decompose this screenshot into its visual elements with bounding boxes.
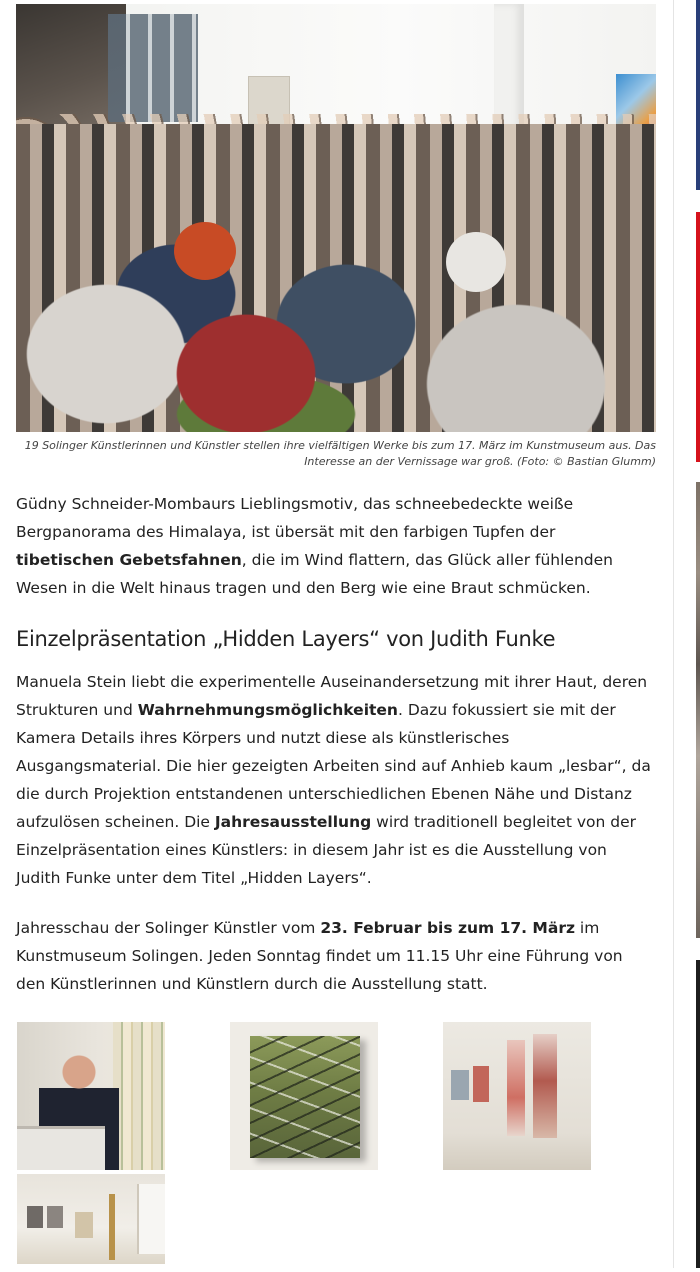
paragraph-1-bold: tibetischen Gebetsfahnen — [16, 551, 242, 569]
paragraph-2-text-c: wird traditionell begleitet von der Einzelpräsentation eines Künstlers: in diesem Jahr ist es die Ausstellung von Judith Funke unter dem Titel „Hidden Layers“. — [16, 813, 636, 887]
paragraph-1-text-b: , die im Wind flattern, das Glück aller fühlenden Wesen in die Welt hinaus tragen und den Berg wie eine Braut schmücken. — [16, 551, 613, 597]
paragraph-1 — [16, 490, 656, 602]
paragraph-3-text-a: Jahresschau der Solinger Künstler vom — [16, 919, 321, 937]
article — [16, 0, 656, 1272]
gallery-thumb-exhibition-wall[interactable] — [443, 1022, 591, 1170]
paragraph-3-bold: 23. Februar bis zum 17. März — [320, 919, 575, 937]
sidebar-banner-dark[interactable] — [696, 960, 700, 1268]
thumb-room-work-3 — [75, 1212, 93, 1238]
paragraph-2-text-a: Manuela Stein liebt die experimentelle Auseinandersetzung mit ihrer Haut, deren Strukturen und — [16, 673, 648, 719]
thumb-banner-2 — [533, 1034, 557, 1138]
gallery-thumb-painting[interactable] — [230, 1022, 378, 1170]
gallery-thumb-gallery-room[interactable] — [17, 1174, 165, 1264]
thumb-painting — [250, 1036, 360, 1158]
thumb-banner-1 — [507, 1040, 525, 1136]
thumb-small-work-2 — [473, 1066, 489, 1102]
paragraph-3-text-b: im Kunstmuseum Solingen. Jeden Sonntag findet um 11.15 Uhr eine Führung von den Künstlerinnen und Künstlern durch die Ausstellung statt. — [16, 919, 623, 993]
sidebar-banner-red[interactable] — [696, 212, 700, 462]
thumb-room-work-2 — [47, 1206, 63, 1228]
paragraph-2-bold-b: Jahresausstellung — [214, 813, 372, 831]
right-sidebar — [673, 0, 700, 1268]
thumb-lectern — [17, 1126, 105, 1170]
paragraph-2-text-b: . Dazu fokussiert sie mit der Kamera Details ihres Körpers und nutzt diese als künstlerisches Ausgangsmaterial. Die hier gezeigten Arbeiten sind auf Anhieb kaum „lesbar“, da die durch Projektion entstandenen unterschiedlichen Ebenen Nähe und Distanz aufzulösen scheinen. Die — [16, 701, 651, 831]
photo-person-white-hair — [446, 232, 506, 292]
paragraph-2 — [16, 668, 656, 892]
photo-caption: 19 Solinger Künstlerinnen und Künstler stellen ihre vielfältigen Werke bis zum 17. März im Kunstmuseum aus. Das Interesse an der Vernissage war groß. (Foto: © Bastian Glumm) — [24, 439, 656, 468]
thumb-room-lamp — [109, 1194, 115, 1260]
paragraph-3 — [16, 914, 656, 998]
photo-window — [108, 14, 198, 122]
paragraph-2-bold-a: Wahrnehmungsmöglichkeiten — [137, 701, 398, 719]
sidebar-banner-blue[interactable] — [696, 0, 700, 190]
paragraph-1-text-a: Güdny Schneider-Mombaurs Lieblingsmotiv, das schneebedeckte weiße Bergpanorama des Himalaya, ist übersät mit den farbigen Tupfen der — [16, 495, 574, 541]
section-heading: Einzelpräsentation „Hidden Layers“ von Judith Funke — [16, 627, 556, 651]
gallery-thumb-speaker[interactable] — [17, 1022, 165, 1170]
hero-photo[interactable] — [16, 4, 656, 432]
thumb-room-door — [137, 1184, 165, 1254]
thumb-room-work-1 — [27, 1206, 43, 1228]
thumb-small-work-1 — [451, 1070, 469, 1100]
thumb-artwork — [113, 1022, 165, 1170]
image-gallery — [16, 1022, 656, 1272]
photo-person-red-hair — [174, 222, 236, 280]
sidebar-image[interactable] — [696, 482, 700, 938]
photo-audience — [16, 124, 656, 432]
